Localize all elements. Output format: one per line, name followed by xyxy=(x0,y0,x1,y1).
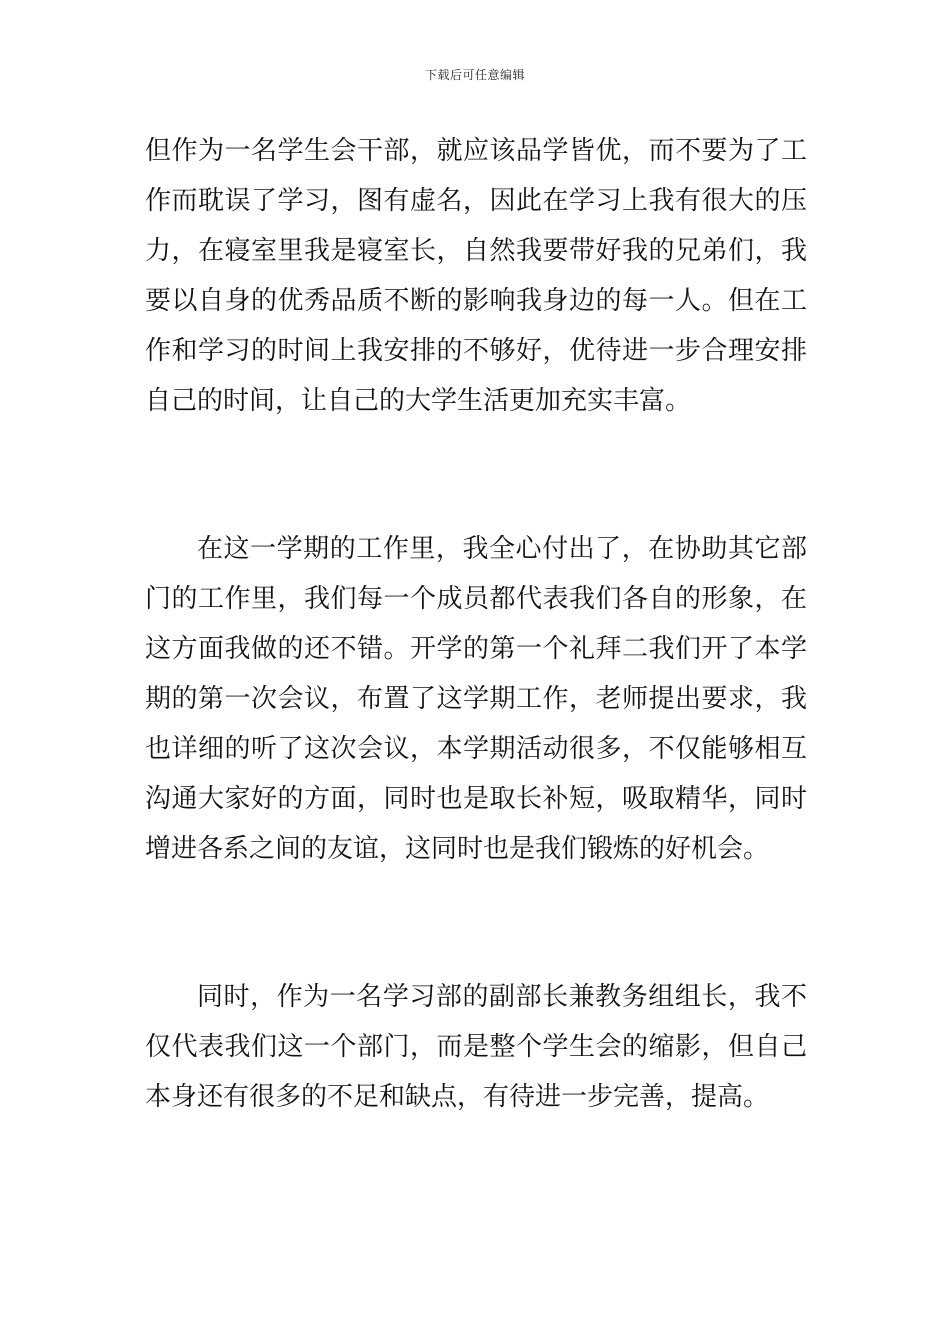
paragraph-2: 在这一学期的工作里，我全心付出了，在协助其它部门的工作里，我们每一个成员都代表我们各自的形象，在这方面我做的还不错。开学的第一个礼拜二我们开了本学期的第一次会议，布置了这学期工作，老师提出要求，我也详细的听了这次会议，本学期活动很多，不仅能够相互沟通大家好的方面，同时也是取长补短，吸取精华，同时增进各系之间的友谊，这同时也是我们锻炼的好机会。 xyxy=(145,534,807,864)
paragraph-gap xyxy=(145,874,807,972)
page-header: 下载后可任意编辑 xyxy=(424,68,525,82)
paragraph-3: 同时，作为一名学习部的副部长兼教务组组长，我不仅代表我们这一个部门，而是整个学生会的缩影，但自己本身还有很多的不足和缺点，有待进一步完善，提高。 xyxy=(145,982,807,1112)
paragraph-1: 但作为一名学生会干部，就应该品学皆优，而不要为了工作而耽误了学习，图有虚名，因此在学习上我有很大的压力，在寝室里我是寝室长，自然我要带好我的兄弟们，我要以自身的优秀品质不断的影响我身边的每一人。但在工作和学习的时间上我安排的不够好，优待进一步合理安排自己的时间，让自己的大学生活更加充实丰富。 xyxy=(145,136,807,416)
document-body xyxy=(145,126,807,1122)
paragraph-gap xyxy=(145,426,807,524)
